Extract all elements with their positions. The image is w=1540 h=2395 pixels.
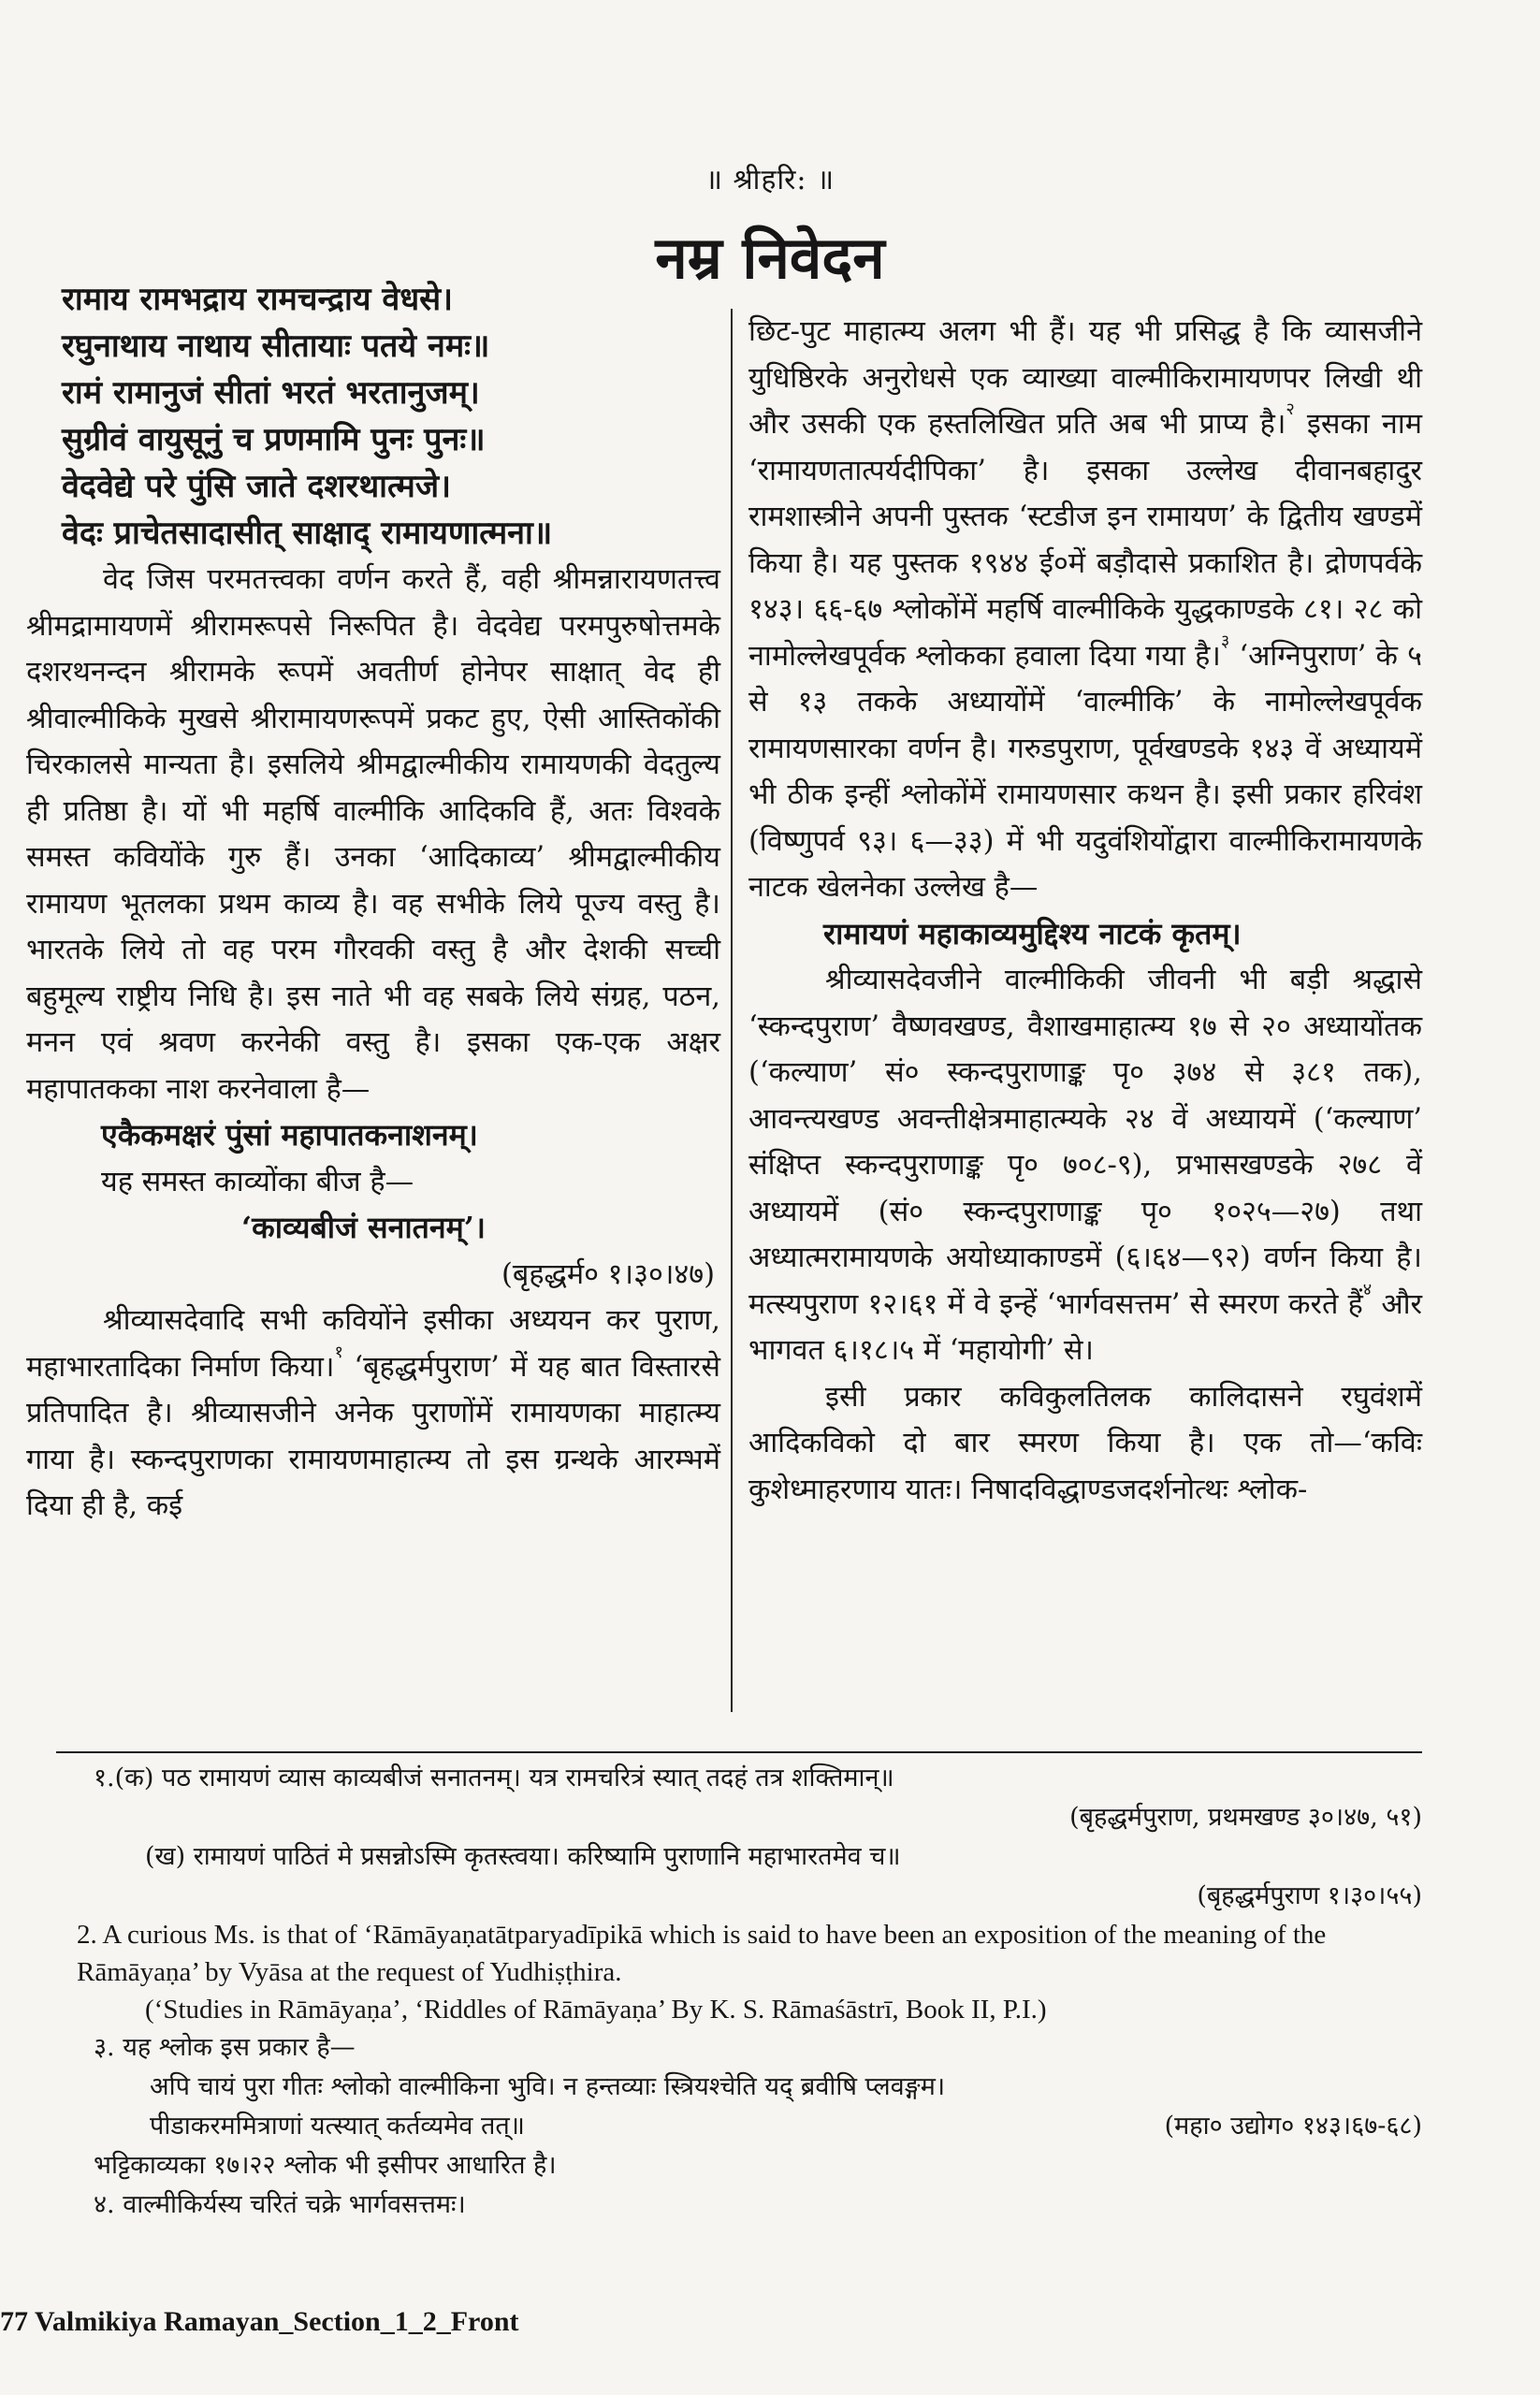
footnote-4: ४. वाल्मीकिर्यस्य चरितं चक्रे भार्गवसत्तमः। — [94, 2190, 466, 2219]
footnote-3-ref: (महा० उद्योग० १४३।६७-६८) — [1164, 2112, 1422, 2141]
right-paragraph-1: छिट-पुट माहात्म्य अलग भी हैं। यह भी प्रसिद्ध है कि व्यासजीने युधिष्ठिरके अनुरोधसे एक व्याख्या वाल्मीकिरामायणपर लिखी थी और उसकी एक हस्तलिखित प्रति अब भी प्राप्य है।$^२$ इसका नाम ‘रामायणतात्पर्यदीपिका’ है। इसका उल्लेख दीवानबहादुर रामशास्त्रीने अपनी पुस्तक ‘स्टडीज इन रामायण’ के द्वितीय खण्डमें किया है। यह पुस्तक १९४४ ई०में बड़ौदासे प्रकाशित है। द्रोणपर्वके १४३। ६६-६७ श्लोकोंमें महर्षि वाल्मीकिके युद्धकाण्डके ८१। २८ को नामोल्लेखपूर्वक श्लोकका हवाला दिया गया है।$^३$ ‘अग्निपुराण’ के ५ से १३ तकके अध्यायोंमें ‘वाल्मीकि’ के नामोल्लेखपूर्वक रामायणसारका वर्णन है। गरुडपुराण, पूर्वखण्डके १४३ वें अध्यायमें भी ठीक इन्हीं श्लोकोंमें रामायणसार कथन है। इसी प्रकार हरिवंश (विष्णुपर्व ९३। ६—३३) में भी यदुवंशियोंद्वारा वाल्मीकिरामायणके नाटक खेलनेका उल्लेख है— — [748, 315, 1423, 904]
footnote-2-source: (‘Studies in Rāmāyaṇa’, ‘Riddles of Rāmāyaṇa’ By K. S. Rāmaśāstrī, Book II, P.I.) — [145, 1995, 1047, 2025]
column-divider — [731, 309, 733, 1712]
right-quote: रामायणं महाकाव्यमुद्दिश्य नाटकं कृतम्। — [823, 915, 1242, 951]
scan-label: 77 Valmikiya Ramayan_Section_1_2_Front — [0, 2306, 519, 2337]
verse-line: रामं रामानुजं सीतां भरतं भरतानुजम्। — [62, 374, 480, 412]
right-paragraph-3: इसी प्रकार कविकुलतिलक कालिदासने रघुवंशमें आदिकविको दो बार स्मरण किया है। एक तो—‘कविः कुशेध्माहरणाय यातः। निषादविद्धाण्डजदर्शनोत्थः श्लोक- — [748, 1380, 1422, 1506]
footnote-marker: ४ — [1362, 1279, 1373, 1299]
left-line-2: यह समस्त काव्योंका बीज है— — [101, 1165, 414, 1198]
left-quote-2: ‘काव्यबीजं सनातनम्’। — [241, 1210, 487, 1245]
page-title: नम्र निवेदन — [655, 224, 885, 292]
verse-line: सुग्रीवं वायुसूनुं च प्रणमामि पुनः पुनः॥ — [62, 421, 486, 458]
left-column — [26, 276, 720, 1530]
left-paragraph-1: वेद जिस परमतत्त्वका वर्णन करते हैं, वही श्रीमन्नारायणतत्त्व श्रीमद्रामायणमें श्रीरामरूपसे निरूपित है। वेदवेद्य परमपुरुषोत्तमके दशरथनन्दन श्रीरामके रूपमें अवतीर्ण होनेपर साक्षात् वेद ही श्रीवाल्मीकिके मुखसे श्रीरामायणरूपमें प्रकट हुए, ऐसी आस्तिकोंकी चिरकालसे मान्यता है। इसलिये श्रीमद्वाल्मीकीय रामायणकी वेदतुल्य ही प्रतिष्ठा है। यों भी महर्षि वाल्मीकि आदिकवि हैं, अतः विश्वके समस्त कवियोंके गुरु हैं। उनका ‘आदिकाव्य’ श्रीमद्वाल्मीकीय रामायण भूतलका प्रथम काव्य है। वह सभीके लिये पूज्य वस्तु है। भारतके लिये तो वह परम गौरवकी वस्तु है और देशकी सच्ची बहुमूल्य राष्ट्रीय निधि है। इस नाते भी वह सबके लिये संग्रह, पठन, मनन एवं श्रवण करनेकी वस्तु है। इसका एक-एक अक्षर महापातकका नाश करनेवाला है— — [26, 563, 720, 1106]
footnote-rule — [56, 1751, 1422, 1753]
right-column — [748, 309, 1422, 1513]
footnote-marker: ३ — [1220, 631, 1230, 651]
footnote-1b-ref: (बृहद्धर्मपुराण १।३०।५५) — [1197, 1881, 1422, 1910]
footnote-1b: (ख) रामायणं पाठितं मे प्रसन्नोऽस्मि कृतस्त्वया। करिष्यामि पुराणानि महाभारतमेव च॥ — [145, 1842, 901, 1871]
verse-line: वेदवेद्ये परे पुंसि जाते दशरथात्मजे। — [62, 468, 451, 505]
footnote-2: 2. A curious Ms. is that of ‘Rāmāyaṇatātparyadīpikā which is said to have been an exposition of the meaning of the Rāmāyaṇa’ by Vyāsa at the request of Yudhiṣṭhira. — [77, 1920, 1327, 1987]
left-reference-1: (बृहद्धर्म० १।३०।४७) — [501, 1257, 715, 1291]
left-quote-1: एकैकमक्षरं पुंसां महापातकनाशनम्। — [101, 1117, 478, 1153]
page-header: ॥ श्रीहरि: ॥ — [705, 164, 835, 196]
verse-line: रघुनाथाय नाथाय सीतायाः पतये नमः॥ — [62, 327, 490, 365]
footnote-3-note: भट्टिकाव्यका १७।२२ श्लोक भी इसीपर आधारित है। — [94, 2151, 557, 2180]
footnote-marker: १ — [334, 1342, 343, 1362]
footnote-1a-ref: (बृहद्धर्मपुराण, प्रथमखण्ड ३०।४७, ५१) — [1069, 1803, 1422, 1832]
left-paragraph-2: श्रीव्यासदेवादि सभी कवियोंने इसीका अध्ययन कर पुराण, महाभारतादिका निर्माण किया।$^१$ ‘बृहद्धर्मपुराण’ में यह बात विस्तारसे प्रतिपादित है। श्रीव्यासजीने अनेक पुराणोंमें रामायणका माहात्म्य गाया है। स्कन्दपुराणका रामायणमाहात्म्य तो इस ग्रन्थके आरम्भमें दिया ही है, कई — [26, 1304, 720, 1522]
right-paragraph-2: श्रीव्यासदेवजीने वाल्मीकिकी जीवनी भी बड़ी श्रद्धासे ‘स्कन्दपुराण’ वैष्णवखण्ड, वैशाखमाहात्म्य १७ से २० अध्यायोंतक (‘कल्याण’ सं० स्कन्दपुराणाङ्क पृ० ३७४ से ३८१ तक), आवन्त्यखण्ड अवन्तीक्षेत्रमाहात्म्यके २४ वें अध्यायमें (‘कल्याण’ संक्षिप्त स्कन्दपुराणाङ्क पृ० ७०८-९), प्रभासखण्डके २७८ वें अध्यायमें (सं० स्कन्दपुराणाङ्क पृ० १०२५—२७) तथा अध्यात्मरामायणके अयोध्याकाण्डमें (६।६४—९२) वर्णन किया है। मत्स्यपुराण १२।६१ में वे इन्हें ‘भार्गवसत्तम’ से स्मरण करते हैं$^४$ और भागवत ६।१८।५ में ‘महायोगी’ से। — [748, 964, 1422, 1367]
footnote-3: ३. यह श्लोक इस प्रकार है— — [94, 2033, 356, 2062]
footnote-3-verse-2: पीडाकरममित्राणां यत्स्यात् कर्तव्यमेव तत्॥ (महा० उद्योग० १४३।६७-६८) — [94, 2107, 1422, 2146]
verse-line: वेदः प्राचेतसादासीत् साक्षाद् रामायणात्मना॥ — [62, 515, 553, 552]
footnote-3-verse-1: अपि चायं पुरा गीतः श्लोको वाल्मीकिना भुवि। न हन्तव्याः स्त्रियश्चेति यद् ब्रवीषि प्लवङ्गम। — [150, 2072, 946, 2101]
footnote-marker: २ — [1286, 399, 1295, 419]
footnote-1a: १.(क) पठ रामायणं व्यास काव्यबीजं सनातनम्। यत्र रामचरित्रं स्यात् तदहं तत्र शक्तिमान्॥ — [94, 1764, 894, 1793]
footnotes — [77, 1759, 1422, 2225]
verse-line: रामाय रामभद्राय रामचन्द्राय वेधसे। — [62, 281, 454, 318]
